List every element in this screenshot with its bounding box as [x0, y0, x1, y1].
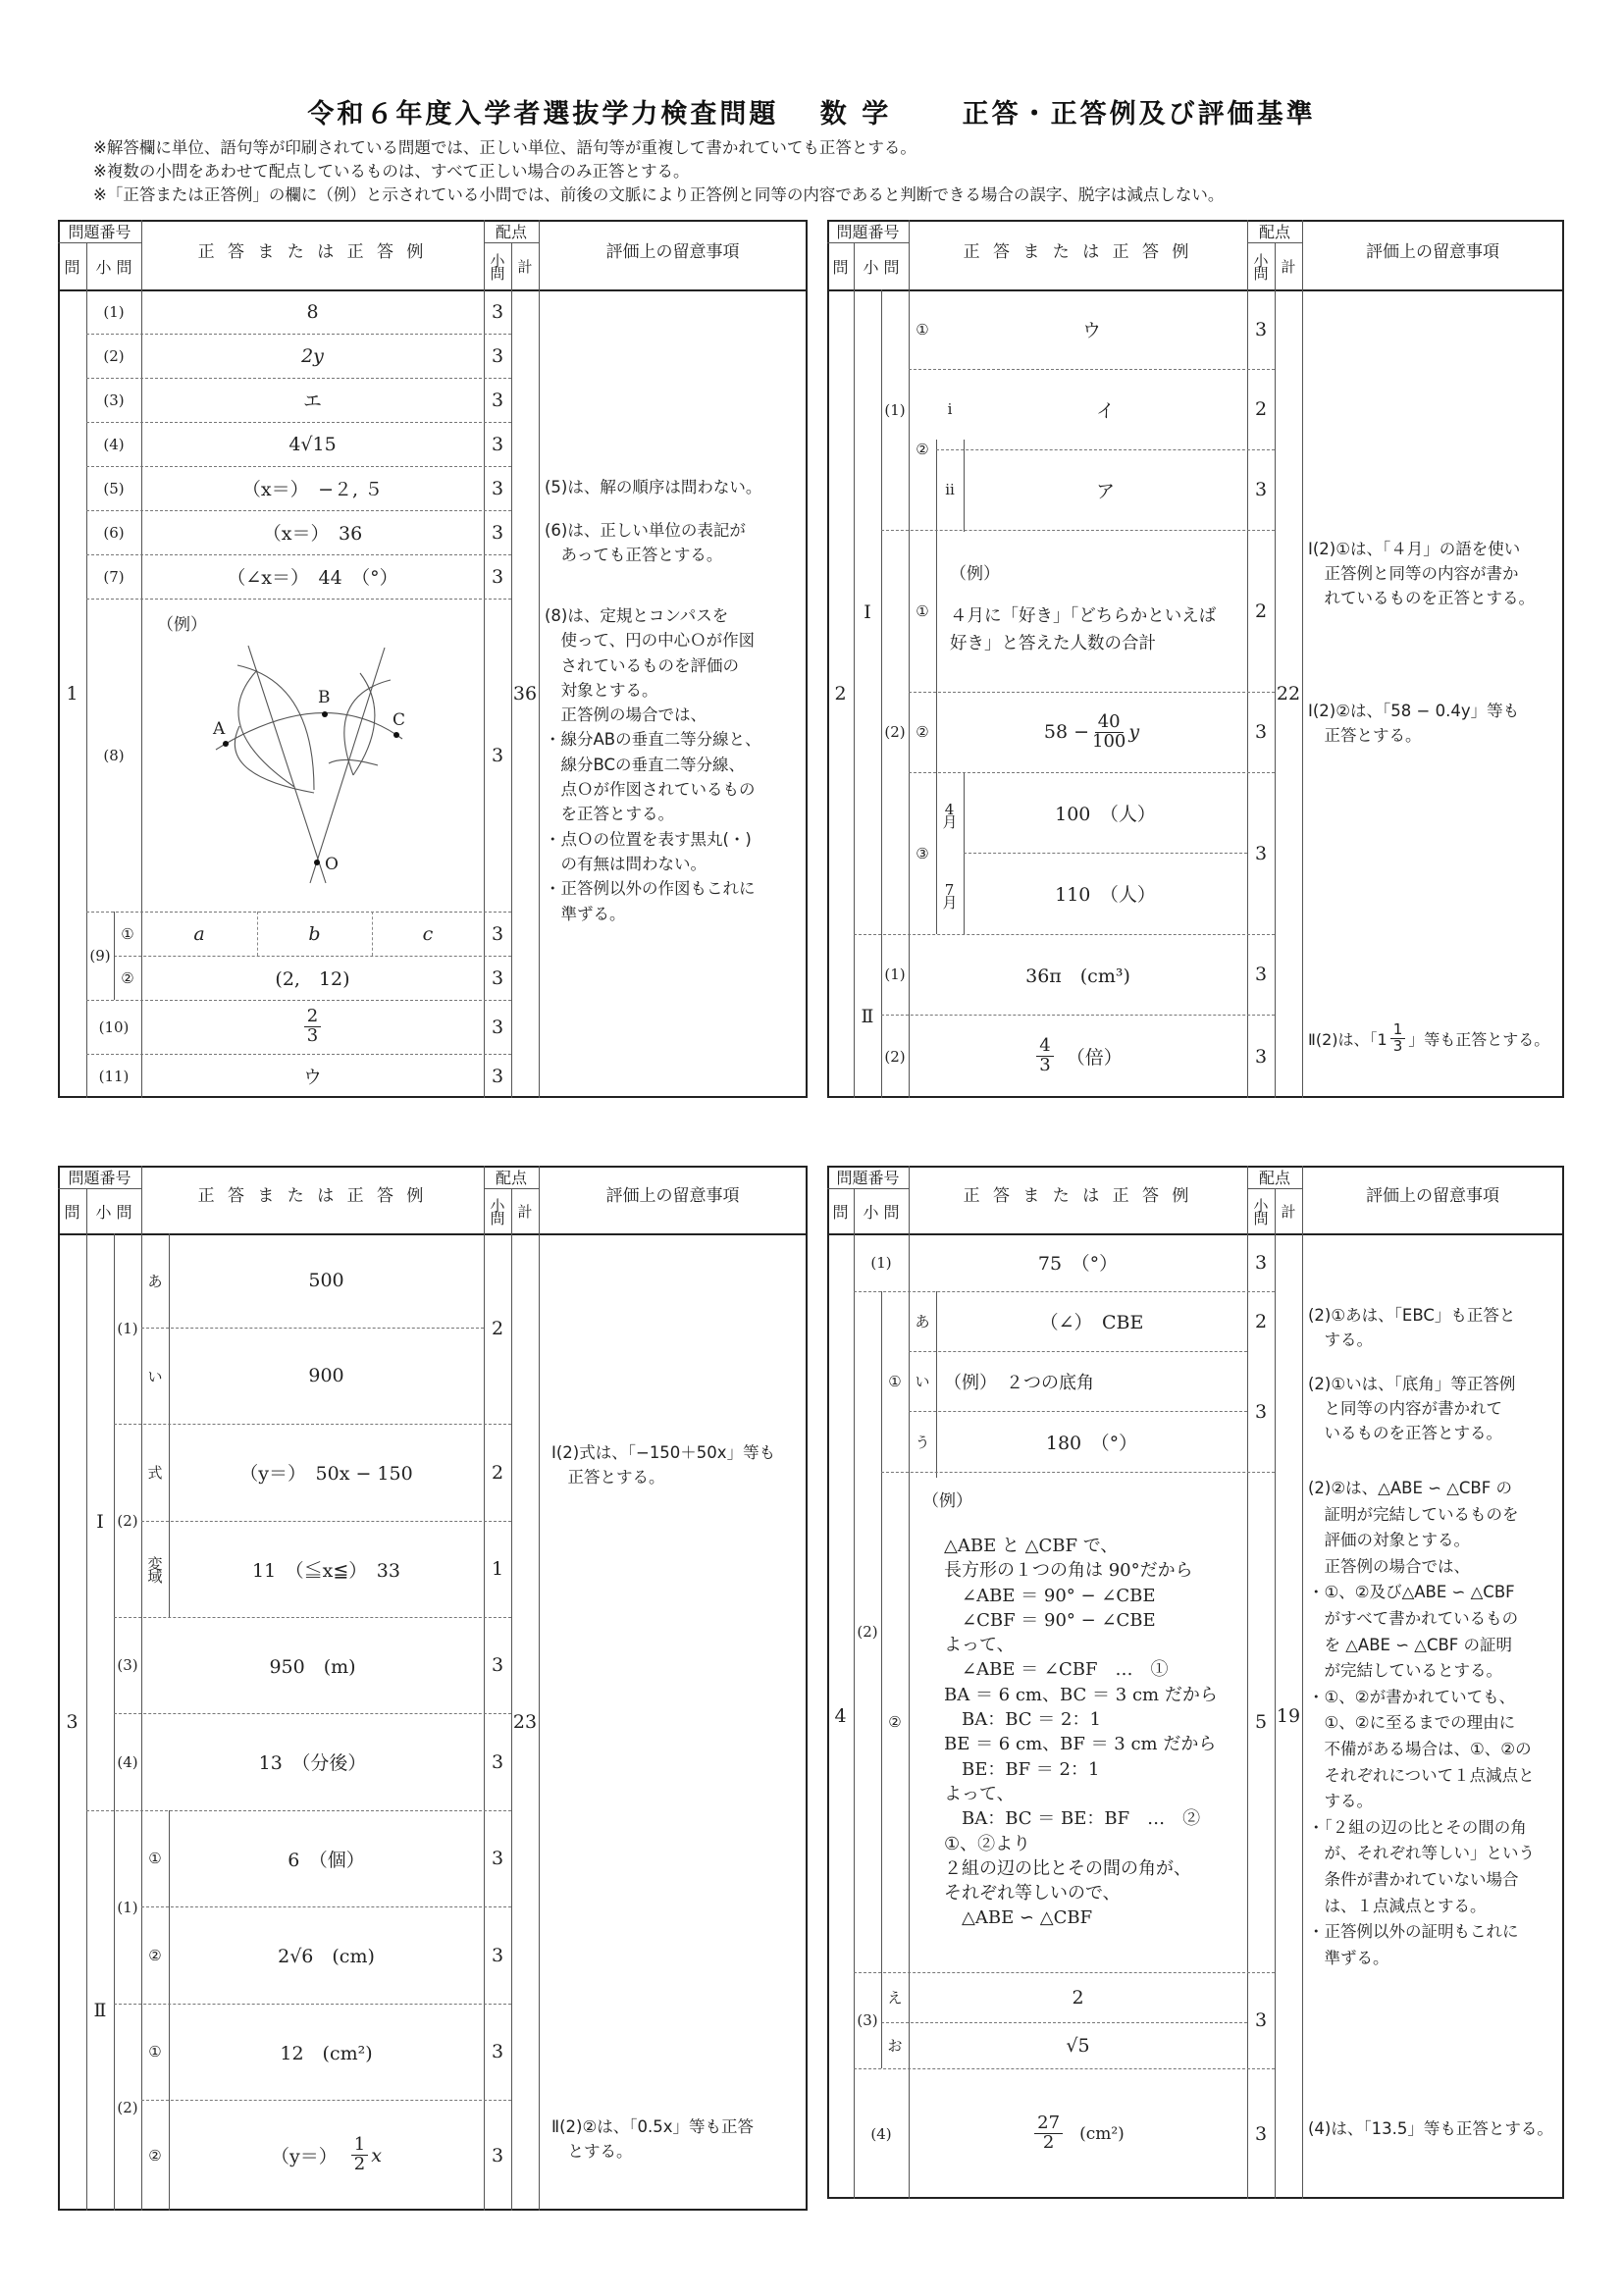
- header-shomon: 小 問: [863, 1202, 900, 1222]
- math-part: 3: [1392, 1036, 1403, 1055]
- header-mon: 問: [832, 1202, 849, 1222]
- points-cell: 2: [491, 1318, 504, 1339]
- example-label: （例）: [950, 564, 1000, 584]
- answer-cell: （∠） CBE: [1039, 1312, 1144, 1333]
- sub-label: ②: [148, 2146, 162, 2165]
- header-haiten-kei: 計: [1281, 1202, 1296, 1221]
- note-3: ※「正答または正答例」の欄に（例）と示されている小問では、前後の文脈により正答例と同等の内容であると判断できる場合の誤字、脱字は減点しない。: [93, 185, 1225, 204]
- math-part: [1390, 1022, 1406, 1055]
- sub-label: ①: [916, 601, 929, 620]
- sub-label: ②: [121, 968, 134, 987]
- sub-label: ①: [916, 320, 929, 339]
- subsub-label: う: [915, 1433, 930, 1451]
- math-part: 58 −: [1043, 721, 1090, 743]
- math-part: 2: [1042, 2132, 1055, 2153]
- subsub-label: 4月: [940, 800, 959, 825]
- answer-cell: [169, 2100, 484, 2211]
- header-mondai-bango: 問題番号: [68, 1169, 131, 1187]
- math-part: 2: [353, 2154, 366, 2174]
- points-cell: 3: [491, 2144, 504, 2166]
- table-rule: [86, 599, 511, 600]
- answer-cell: 8: [306, 300, 319, 323]
- header-seito: 正 答 ま た は 正 答 例: [963, 1185, 1193, 1206]
- point-b: [322, 711, 328, 717]
- row-label: (1): [117, 1320, 138, 1337]
- points-cell: 3: [1254, 721, 1268, 743]
- part-label: Ⅱ: [93, 2000, 107, 2021]
- row-label: (1): [103, 302, 125, 321]
- points-cell: 3: [1254, 964, 1268, 985]
- math-part: [1034, 2114, 1063, 2153]
- points-cell: 5: [1254, 1711, 1268, 1733]
- remark: (5)は、解の順序は問わない。: [545, 478, 762, 496]
- points-cell: 1: [491, 1558, 504, 1580]
- answer-cell: ４月に「好き」「どちらかといえば 好き」と答えた人数の合計: [950, 606, 1217, 653]
- answer-cell: ウ: [1081, 320, 1101, 341]
- points-cell: 3: [491, 300, 504, 323]
- header-haiten-shomon: 小問: [1251, 253, 1270, 279]
- points-cell: 3: [1254, 479, 1268, 500]
- remark: (2)①あは、「EBC」も正答と する。: [1308, 1306, 1516, 1349]
- points-cell: 3: [491, 477, 504, 499]
- answer-cell: (2, 12): [275, 968, 350, 990]
- sub-label: ②: [916, 441, 929, 458]
- answer-cell: イ: [1095, 399, 1115, 422]
- row-label: (5): [103, 479, 125, 497]
- remark: Ⅰ(2)式は、「−150＋50x」等も 正答とする。: [551, 1443, 776, 1487]
- math-part: 40: [1095, 713, 1124, 733]
- sub-label: ①: [121, 924, 134, 943]
- sub-label: ①: [888, 1373, 902, 1390]
- points-cell: 3: [1254, 1045, 1268, 1068]
- math-part: [1092, 710, 1126, 752]
- sub-label: あ: [147, 1272, 163, 1290]
- header-shomon: 小 問: [95, 1202, 132, 1222]
- header-shomon: 小 問: [863, 257, 900, 277]
- answer-cell: [909, 2068, 1247, 2199]
- header-haiten: 配点: [1258, 223, 1290, 241]
- points-cell: 3: [1254, 2122, 1268, 2145]
- table-rule: [1302, 1166, 1303, 2199]
- header-mondai-bango: 問題番号: [68, 223, 131, 241]
- math-part: (cm²): [1079, 2123, 1125, 2144]
- answer-cell: 4√15: [288, 433, 337, 455]
- row-label: (4): [870, 2124, 892, 2143]
- sub-label: え: [887, 1989, 903, 2007]
- proof-text: △ABE と △CBF で、 長方形の１つの角は 90°だから ∠ABE ＝ 90° − ∠CBE ∠CBF ＝ 90° − ∠CBE よって、 ∠ABE ＝ ∠CBF … ① BA ＝ 6 cm、BC ＝ 3 cm だから BA：BC ＝ 2：1 BE ＝ 6 cm、BF ＝ 3 cm だから BE：BF ＝ 2：1 よって、 BA：BC ＝ BE：BF … ② ①、②より ２組の辺の比とその間の角が、 それぞれ等しいので、 △ABE ∽ △CBF: [944, 1536, 1218, 1929]
- subsub-label: 7月: [940, 881, 959, 906]
- construction-stroke: [235, 726, 314, 793]
- page-title: 令和６年度入学者選抜学力検査問題 数 学 正答・正答例及び評価基準: [307, 99, 1316, 130]
- table-rule: [539, 1166, 540, 2211]
- remark: Ⅰ(2)①は、「４月」の語を使い 正答例と同等の内容が書か れているものを正答とする。: [1308, 540, 1535, 607]
- answer-cell: ア: [1095, 480, 1115, 502]
- answer-cell: ウ: [302, 1067, 322, 1088]
- question-number-2: 2: [834, 683, 847, 704]
- part-label: Ⅱ: [861, 1005, 874, 1027]
- remark: Ⅱ(2)②は、「0.5x」等も正答 とする。: [551, 2117, 755, 2161]
- answer-cell: （∠x＝） 44 （°）: [227, 567, 398, 589]
- construction-stroke: [212, 688, 405, 874]
- points-cell: 3: [491, 922, 504, 945]
- answer-cell: 950 (m): [269, 1655, 356, 1678]
- math-part: 27: [1034, 2114, 1063, 2134]
- answer-cell: [141, 1000, 484, 1054]
- remark: (6)は、正しい単位の表記が あっても正答とする。: [545, 521, 746, 564]
- sub-label: 式: [147, 1464, 163, 1482]
- answer-cell: （例） ２つの底角: [944, 1372, 1094, 1393]
- row-label: (4): [103, 435, 125, 453]
- bisector-ab: [248, 646, 326, 883]
- row-label: (2): [117, 1511, 138, 1530]
- math-part: 1: [351, 2136, 368, 2156]
- construction-stroke: [238, 670, 294, 787]
- points-cell: 3: [491, 1654, 504, 1676]
- math-part: [351, 2136, 368, 2174]
- math-part: y: [1128, 721, 1140, 743]
- label-a: A: [213, 719, 226, 739]
- remark: (4)は、「13.5」等も正答とする。: [1308, 2119, 1553, 2138]
- sub-label: ①: [148, 1850, 162, 1867]
- math-part: 3: [1039, 1055, 1051, 1075]
- answer-cell: 11 （≦x≦） 33: [252, 1559, 400, 1582]
- points-cell: 3: [491, 389, 504, 411]
- header-haiten-kei: 計: [1281, 257, 1296, 276]
- points-cell: 3: [491, 1016, 504, 1038]
- point-o: [314, 860, 320, 865]
- total-points-q4: 19: [1276, 1705, 1301, 1727]
- points-cell: 3: [1254, 2009, 1268, 2031]
- row-label: (3): [103, 391, 125, 409]
- remark: Ⅱ(2)は、「1 $\frac{1}{3}$ 」等も正答とする。: [1308, 1020, 1550, 1055]
- row-label: (7): [103, 567, 125, 586]
- total-points-q2: 22: [1276, 683, 1301, 704]
- sub-label: い: [147, 1367, 163, 1385]
- points-cell: 3: [491, 1065, 504, 1087]
- row-label: (3): [857, 2011, 878, 2029]
- points-cell: 3: [491, 1848, 504, 1869]
- points-cell: 3: [491, 2041, 504, 2062]
- answer-cell-a: a: [193, 922, 205, 945]
- remark: (2)②は、△ABE ∽ △CBF の 証明が完結しているものを 評価の対象とする。 正答例の場合では、 ・①、②及び△ABE ∽ △CBF がすべて書かれているもの を △ABE ∽ △CBF の証明 が完結しているとする。 ・①、②が書かれていても、 ①、②に至るまでの理由に 不備がある場合は、①、②の それぞれについて１点減点と する。 ・「２組の辺の比とその間の角 が、それぞれ等しい」という 条件が書かれていない場合 は、１点減点とする。 ・正答例以外の証明もこれに 準ずる。: [1308, 1479, 1535, 1967]
- header-haiten-shomon: 小問: [488, 1198, 506, 1224]
- header-haiten-kei: 計: [517, 257, 533, 276]
- answer-cell: 500: [308, 1270, 344, 1291]
- answer-cell: 13 （分後）: [258, 1752, 367, 1774]
- header-ryuijiko: 評価上の留意事項: [605, 1185, 740, 1206]
- total-points-q3: 23: [512, 1711, 538, 1733]
- math-part: [1036, 1037, 1053, 1075]
- row-label: (1): [870, 1253, 892, 1272]
- math-part: 3: [306, 1025, 319, 1046]
- header-haiten: 配点: [495, 223, 527, 241]
- points-cell: 3: [1254, 318, 1268, 340]
- header-haiten: 配点: [495, 1169, 527, 1187]
- header-shomon: 小 問: [95, 257, 132, 277]
- construction-figure: [196, 638, 422, 903]
- label-o: O: [325, 855, 339, 874]
- sub-label: ①: [148, 2043, 162, 2061]
- bisector-bc: [310, 648, 385, 883]
- answer-cell: 2y: [301, 344, 324, 367]
- remark: (8)は、定規とコンパスを 使って、円の中心Ｏが作図 されているものを評価の 対象とする。 正答例の場合では、 ・線分ABの垂直二等分線と、 線分BCの垂直二等分線、 点Ｏが作図されているもの を正答とする。 ・点Ｏの位置を表す黒丸(・) の有無は問わない。 ・正答例以外の作図もこれに 準ずる。: [545, 606, 761, 923]
- answer-cell: √5: [1066, 2034, 1090, 2057]
- row-label: (2): [884, 1047, 906, 1066]
- answer-cell-b: b: [308, 922, 321, 945]
- answer-cell: （y＝） 50x − 150: [239, 1463, 413, 1485]
- header-seito: 正 答 ま た は 正 答 例: [963, 241, 1193, 262]
- answer-cell: 12 (cm²): [280, 2042, 373, 2064]
- fraction: [304, 1008, 321, 1046]
- math-part: x: [371, 2144, 382, 2166]
- answer-cell: [909, 1015, 1247, 1098]
- header-mon: 問: [64, 257, 80, 277]
- subsub-label: い: [915, 1373, 930, 1390]
- question-number-3: 3: [66, 1711, 79, 1733]
- answer-cell: （x＝） 36: [262, 523, 363, 545]
- header-mondai-bango: 問題番号: [836, 1169, 900, 1187]
- table-rule: [881, 1472, 1275, 1473]
- row-label: (1): [117, 1898, 138, 1916]
- header-ryuijiko: 評価上の留意事項: [1366, 1185, 1499, 1206]
- points-cell: 2: [1254, 398, 1268, 420]
- answer-cell: [936, 692, 1247, 772]
- row-label: (8): [103, 746, 125, 764]
- row-label: (2): [857, 1623, 878, 1641]
- point-c: [393, 732, 399, 738]
- header-ryuijiko: 評価上の留意事項: [605, 241, 740, 262]
- row-label: (1): [884, 965, 906, 983]
- answer-cell: 180 （°）: [1045, 1432, 1138, 1454]
- answer-cell: 75 （°）: [1037, 1253, 1119, 1275]
- sub-label: ③: [916, 844, 929, 862]
- answer-cell: 100 （人）: [1055, 803, 1156, 825]
- header-mon: 問: [64, 1202, 80, 1222]
- header-haiten-shomon: 小問: [1251, 1198, 1270, 1224]
- answer-cell: 110 （人）: [1055, 884, 1156, 906]
- point-a: [223, 741, 229, 747]
- row-label: (2): [103, 346, 125, 365]
- table-rule: [881, 530, 1275, 531]
- header-seito: 正 答 ま た は 正 答 例: [197, 241, 428, 262]
- part-label: Ⅰ: [864, 600, 871, 623]
- row-label: (2): [884, 723, 906, 741]
- points-cell: 3: [491, 521, 504, 544]
- sub-label: ②: [888, 1713, 902, 1731]
- remark: (2)①いは、「底角」等正答例 と同等の内容が書かれて いるものを正答とする。: [1308, 1375, 1516, 1442]
- remark: Ⅰ(2)②は、「58 − 0.4y」等も 正答とする。: [1308, 702, 1520, 745]
- math-part: 100: [1092, 730, 1126, 752]
- math-part: 2: [304, 1008, 321, 1027]
- points-cell: 2: [1254, 600, 1268, 622]
- note-2: ※複数の小問をあわせて配点しているものは、すべて正しい場合のみ正答とする。: [93, 162, 690, 181]
- row-label: (2): [117, 2098, 138, 2116]
- label-b: B: [318, 688, 331, 707]
- question-number-1: 1: [66, 683, 79, 704]
- header-haiten: 配点: [1258, 1169, 1290, 1187]
- points-cell: 2: [491, 1461, 504, 1484]
- table-rule: [1302, 220, 1303, 1098]
- construction-stroke: [223, 711, 399, 865]
- example-label: （例）: [922, 1491, 972, 1511]
- sub-label: ②: [916, 723, 929, 741]
- points-cell: 3: [491, 966, 504, 989]
- header-haiten-kei: 計: [517, 1202, 533, 1221]
- points-cell: 3: [491, 565, 504, 588]
- header-seito: 正 答 ま た は 正 答 例: [197, 1185, 428, 1206]
- points-cell: 3: [1254, 1251, 1268, 1274]
- math-part: （y＝）: [271, 2146, 338, 2167]
- points-cell: 3: [491, 1750, 504, 1773]
- math-part: 4: [1036, 1037, 1053, 1057]
- sub-label: お: [887, 2037, 903, 2055]
- answer-cell-c: c: [422, 922, 434, 945]
- sub-label: ②: [148, 1946, 162, 1964]
- question-number-4: 4: [834, 1705, 847, 1727]
- table-rule: [539, 220, 540, 1098]
- answer-cell: 6 （個）: [288, 1849, 365, 1871]
- points-cell: 3: [1254, 1400, 1268, 1423]
- header-ryuijiko: 評価上の留意事項: [1366, 241, 1499, 262]
- subsub-label: ii: [945, 481, 955, 498]
- points-cell: 2: [1254, 1310, 1268, 1332]
- row-label: (9): [89, 947, 111, 965]
- answer-cell: （x＝） −２, ５: [241, 479, 384, 500]
- row-label: (4): [117, 1752, 138, 1771]
- answer-cell: 2√6 (cm): [278, 1946, 375, 1967]
- header-mon: 問: [832, 257, 849, 277]
- row-label: (6): [103, 523, 125, 542]
- answer-cell: エ: [302, 391, 322, 412]
- total-points-q1: 36: [512, 683, 538, 704]
- sub-label: 変域: [145, 1556, 164, 1582]
- points-cell: 3: [491, 1944, 504, 1966]
- header-haiten-shomon: 小問: [488, 253, 506, 279]
- subsub-label: あ: [915, 1313, 930, 1331]
- points-cell: 3: [1254, 842, 1268, 864]
- row-label: (11): [98, 1067, 130, 1085]
- answer-cell: 900: [308, 1365, 344, 1386]
- math-part: （倍）: [1066, 1047, 1123, 1069]
- construction-stroke: [216, 646, 402, 883]
- note-1: ※解答欄に単位、語句等が印刷されている問題では、正しい単位、語句等が重複して書かれていても正答とする。: [93, 138, 916, 157]
- construction-stroke: [237, 665, 314, 790]
- label-c: C: [393, 710, 406, 730]
- construction-stroke: [329, 759, 378, 765]
- math-part: 1: [1390, 1022, 1406, 1039]
- part-label: Ⅰ: [96, 1511, 104, 1533]
- row-label: (3): [117, 1656, 138, 1674]
- points-cell: 3: [491, 744, 504, 766]
- example-label: （例）: [157, 615, 207, 635]
- points-cell: 3: [491, 344, 504, 367]
- answer-cell: 36π (cm³): [1025, 965, 1130, 987]
- subsub-label: i: [947, 400, 953, 418]
- row-label: (10): [98, 1018, 130, 1036]
- answer-cell: 2: [1072, 1986, 1084, 2009]
- points-cell: 3: [491, 433, 504, 455]
- header-mondai-bango: 問題番号: [836, 223, 900, 241]
- row-label: (1): [884, 400, 906, 419]
